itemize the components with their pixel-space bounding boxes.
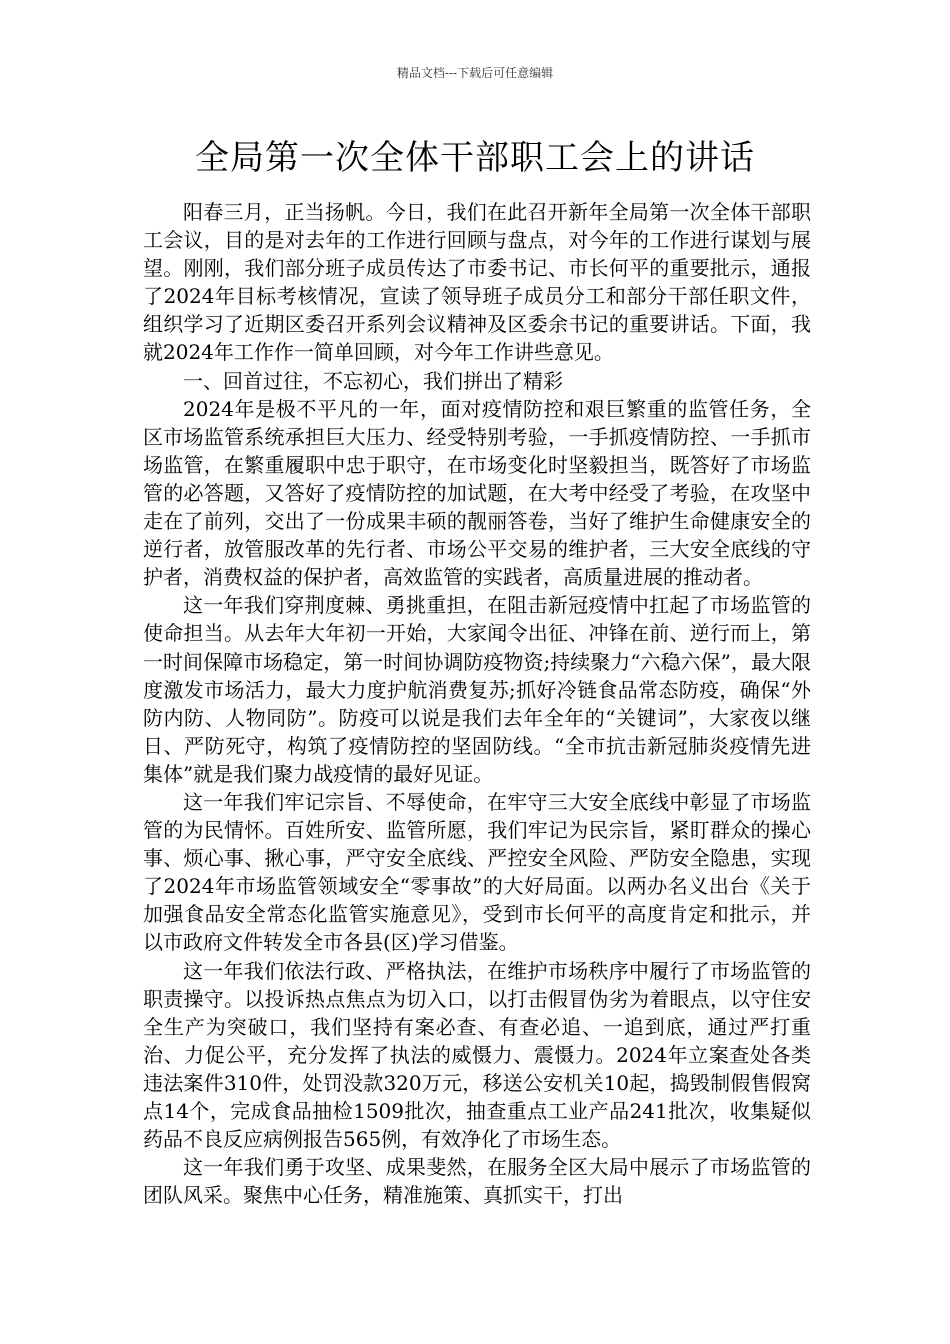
document-body	[143, 198, 811, 1209]
document-title: 全局第一次全体干部职工会上的讲话	[195, 138, 755, 178]
paragraph-2024-overview: 2024年是极不平凡的一年，面对疫情防控和艰巨繁重的监管任务，全区市场监管系统承担巨大压力、经受特别考验，一手抓疫情防控、一手抓市场监管，在繁重履职中忠于职守，在市场变化时坚毅担当，既答好了市场监管的必答题，又答好了疫情防控的加试题，在大考中经受了考验，在攻坚中走在了前列，交出了一份成果丰硕的靓丽答卷，当好了维护生命健康安全的逆行者，放管服改革的先行者、市场公平交易的维护者，三大安全底线的守护者，消费权益的保护者，高效监管的实践者，高质量进展的推动者。	[143, 396, 811, 590]
paragraph-epidemic: 这一年我们穿荆度棘、勇挑重担，在阻击新冠疫情中扛起了市场监管的使命担当。从去年大年初一开始，大家闻令出征、冲锋在前、逆行而上，第一时间保障市场稳定，第一时间协调防疫物资;持续聚力“六稳六保”，最大限度激发市场活力，最大力度护航消费复苏;抓好冷链食品常态防疫，确保“外防内防、人物同防”。防疫可以说是我们去年全年的“关键词”，大家夜以继日、严防死守，构筑了疫情防控的坚固防线。“全市抗击新冠肺炎疫情先进集体”就是我们聚力战疫情的最好见证。	[143, 593, 811, 786]
section-heading-1: 一、回首过往，不忘初心，我们拼出了精彩	[183, 368, 563, 393]
page-header-note: 精品文档---下载后可任意编辑	[396, 66, 554, 80]
paragraph-enforcement: 这一年我们依法行政、严格执法，在维护市场秩序中履行了市场监管的职责操守。以投诉热点焦点为切入口，以打击假冒伪劣为着眼点，以守住安全生产为突破口，我们坚持有案必查、有查必追、一追到底，通过严打重治、力促公平，充分发挥了执法的威慑力、震慑力。2024年立案查处各类违法案件310件，处罚没款320万元，移送公安机关10起，捣毁制假售假窝点14个，完成食品抽检1509批次，抽查重点工业产品241批次，收集疑似药品不良反应病例报告565例，有效净化了市场生态。	[143, 958, 811, 1152]
paragraph-safety: 这一年我们牢记宗旨、不辱使命，在牢守三大安全底线中彰显了市场监管的为民情怀。百姓所安、监管所愿，我们牢记为民宗旨，紧盯群众的操心事、烦心事、揪心事，严守安全底线、严控安全风险、严防安全隐患，实现了2024年市场监管领域安全“零事故”的大好局面。以两办名义出台《关于加强食品安全常态化监管实施意见》，受到市长何平的高度肯定和批示，并以市政府文件转发全市各县(区)学习借鉴。	[143, 789, 811, 955]
paragraph-intro: 阳春三月，正当扬帆。今日，我们在此召开新年全局第一次全体干部职工会议，目的是对去年的工作进行回顾与盘点，对今年的工作进行谋划与展望。刚刚，我们部分班子成员传达了市委书记、市长何平的重要批示，通报了2024年目标考核情况，宣读了领导班子成员分工和部分干部任职文件，组织学习了近期区委召开系列会议精神及区委余书记的重要讲话。下面，我就2024年工作作一简单回顾，对今年工作讲些意见。	[143, 200, 811, 365]
paragraph-team: 这一年我们勇于攻坚、成果斐然，在服务全区大局中展示了市场监管的团队风采。聚焦中心任务，精准施策、真抓实干，打出	[143, 1155, 811, 1208]
